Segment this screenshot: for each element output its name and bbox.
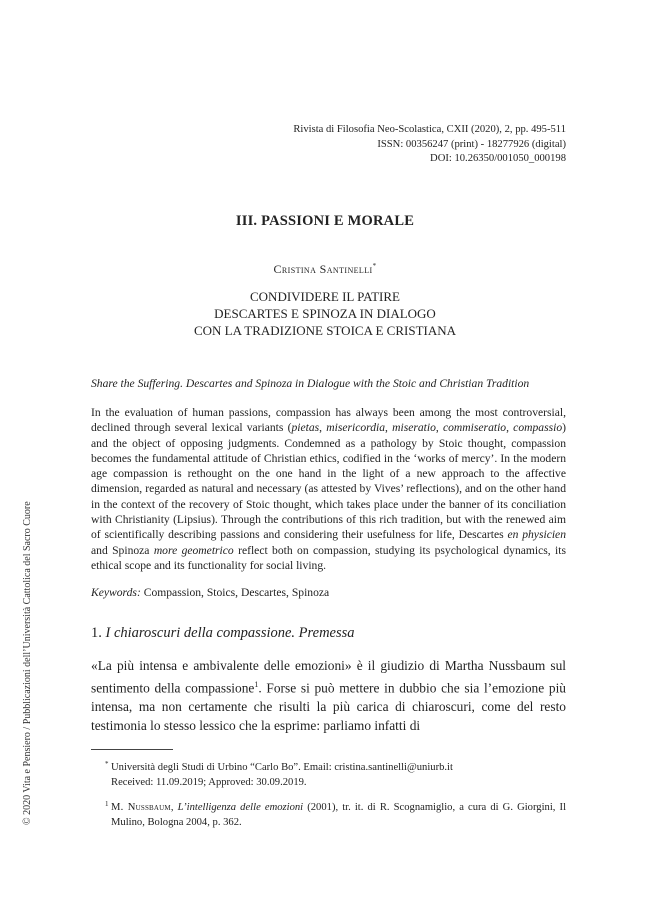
section-number: 1. [91,625,106,641]
footnotes [91,760,566,840]
footnote-reference[interactable]: 1 [254,680,259,689]
abstract-term: en physicien [507,528,566,542]
body-paragraph [91,656,566,735]
abstract [91,405,566,573]
article-title-line-2: DESCARTES E SPINOZA IN DIALOGO [214,306,436,321]
abstract-term: compassio [513,421,563,435]
abstract-term: miseratio [392,421,436,435]
received-approved: Received: 11.09.2019; Approved: 30.09.2019. [111,777,307,788]
abstract-term: misericordia [326,421,386,435]
footnote-citation-details: (2001), tr. it. di R. Scognamiglio, a cura di G. Giorgini, Il Mulino, Bologna 2004, p. 362. [111,802,567,828]
abstract-text: , [435,421,443,435]
author-footnote-mark[interactable]: * [372,262,377,270]
abstract-paragraph [91,405,566,573]
article-title-line-3: CON LA TRADIZIONE STOICA E CRISTIANA [193,323,457,338]
body-text: «La più intensa e ambivalente delle emozioni» è il giudizio di Martha Nussbaum sul sentimento della compassione [91,658,566,696]
journal-issn: ISSN: 00356247 (print) - 18277926 (digital) [377,138,566,150]
abstract-text: and Spinoza [91,543,154,557]
keywords-label: Keywords: [91,586,141,599]
footnote-author [91,760,566,790]
footnote-divider [91,749,173,750]
journal-citation-block [293,123,566,167]
abstract-text: , [506,421,514,435]
footnote-cited-title: L’intelligenza delle emozioni [177,802,304,813]
author-affiliation: Università degli Studi di Urbino “Carlo Bo”. Email: cristina.santinelli@uniurb.it [111,762,453,773]
section-heading [91,625,355,642]
article-title-line-1: CONDIVIDERE IL PATIRE [250,289,400,304]
footnote-mark: 1 [105,800,109,808]
footnote-separator: , [170,802,178,813]
keywords-value: Compassion, Stoics, Descartes, Spinoza [140,586,330,599]
abstract-text: In the evaluation of human passions, compassion has always been among the most controversial, declined through several lexical variants ( [91,406,566,435]
abstract-text: reflect both on compassion, studying its psychological dynamics, its ethical scope and its functionality for social living. [91,543,567,572]
keywords [91,586,329,599]
footnote-mark: * [105,760,109,768]
abstract-text: ) and the object of opposing judgments. Condemned as a pathology by Stoic thought, compassion becomes the fundamental attitude of Christian ethics, codified in the ‘works of mercy’. In the modern age compassion is rethought on the one hand in the light of a new approach to the affective dimension, regarded as natural and necessary (as attested by Vives’ reflections), and on the other hand in the context of the recovery of Stoic thought, which takes place under the banner of its conciliation with Christianity (Lipsius). Through the contributions of this rich tradition, but with the renewed aim of scientifically describing passions and considering their usefulness for life, Descartes [91,421,566,542]
copyright-side-note: © 2020 Vita e Pensiero / Pubblicazioni dell’Università Cattolica del Sacro Cuore [22,501,33,825]
author-name: Cristina Santinelli [273,262,373,276]
abstract-text: , [319,421,327,435]
section-heading-text: I chiaroscuri della compassione. Premessa [105,625,355,641]
section-title: III. PASSIONI E MORALE [235,213,415,229]
body-text: . Forse si può mettere in dubbio che sia l’emozione più intensa, ma non certamente che risulti la più carica di chiaroscuri, come del resto testimonia lo stesso lessico che la esprime: parliamo infatti di [91,680,567,734]
journal-doi: DOI: 10.26350/001050_000198 [430,153,566,164]
abstract-term: pietas [291,421,320,435]
article-title [0,288,650,339]
abstract-term: more geometrico [153,543,234,557]
abstract-text: , [385,421,393,435]
english-title: Share the Suffering. Descartes and Spinoza in Dialogue with the Stoic and Christian Tradition [91,377,530,390]
footnote-1 [91,800,566,830]
author-line [0,262,650,277]
footnote-cited-author: M. Nussbaum [111,802,171,813]
journal-citation: Rivista di Filosofia Neo-Scolastica, CXII (2020), 2, pp. 495-511 [293,124,566,135]
abstract-term: commiseratio [442,421,507,435]
